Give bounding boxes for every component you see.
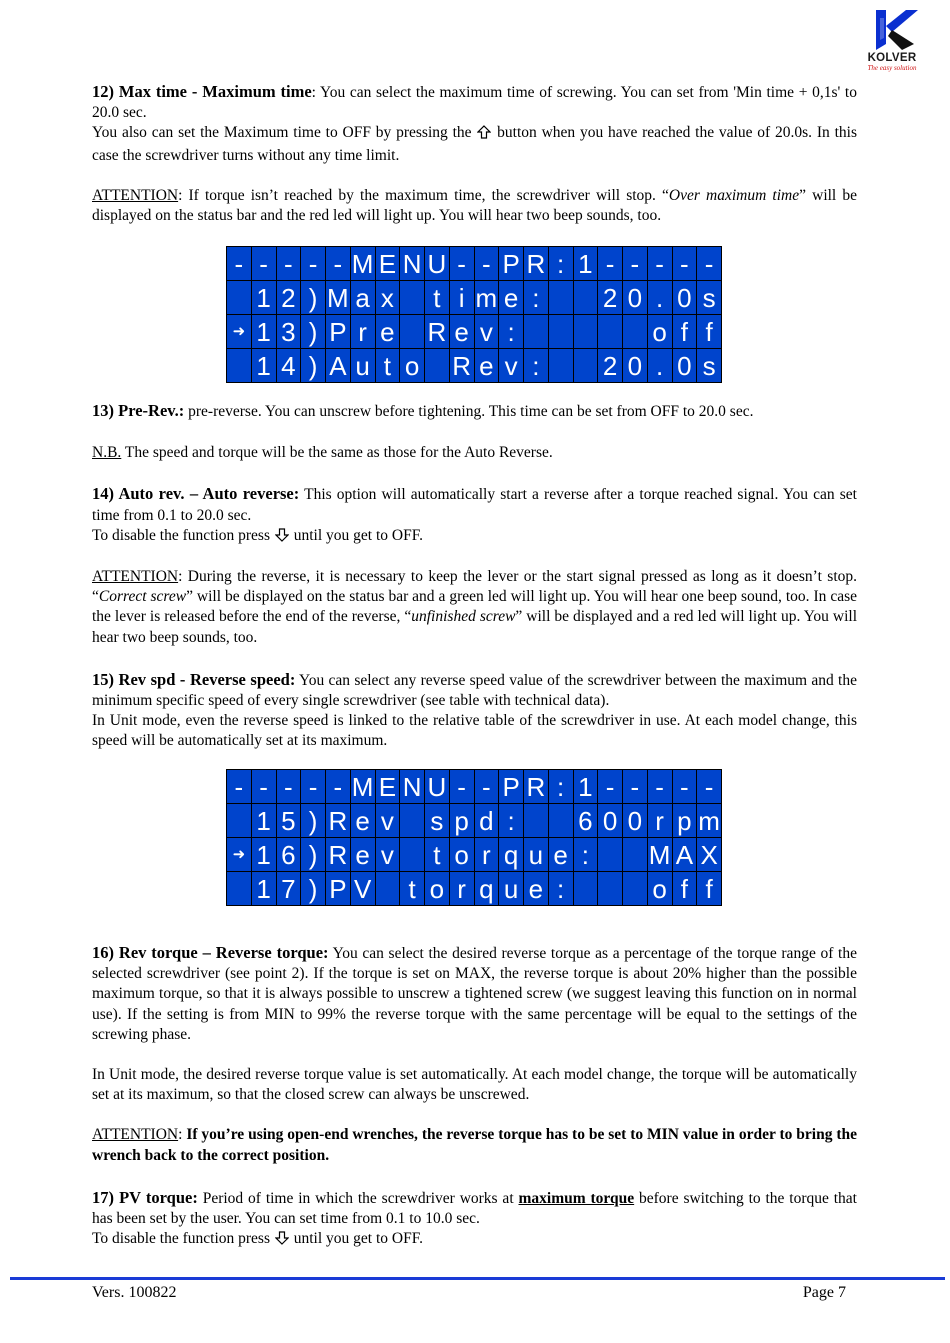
sec17-text1b: before switching to the torque that has been set by the user. You can set time from 0.1 to 10.0 sec. bbox=[92, 1189, 857, 1228]
lcd-char: - bbox=[648, 770, 672, 803]
lcd-char: V bbox=[351, 872, 375, 905]
sec15-para2: In Unit mode, even the reverse speed is linked to the relative table of the screwdriver in use. At each model change, this speed will be automatically set at its maximum. bbox=[92, 712, 857, 750]
lcd-char: a bbox=[351, 281, 375, 314]
lcd-char: t bbox=[425, 281, 449, 314]
sec14-text2b: until you get to OFF. bbox=[289, 526, 423, 544]
sec16-text1: You can select the desired reverse torque as a percentage of the torque range of the selected screwdriver (see point 2). If the torque is set on MAX, the reverse torque is about 20% higher than the possible maximum torque, so that it is always possible to unscrew a tightened screw (we suggest leaving this function on in normal use). If the setting is from MIN to 99% the reverse torque with the same percentage will be equal to the settings of the screwing phase. bbox=[92, 945, 857, 1043]
lcd-char: v bbox=[376, 838, 400, 871]
lcd-char: t bbox=[376, 349, 400, 382]
lcd-char: . bbox=[648, 349, 672, 382]
lcd-char: r bbox=[351, 315, 375, 348]
lcd-char: R bbox=[450, 349, 474, 382]
sec16-para2: In Unit mode, the desired reverse torque value is set automatically. At each model change, the torque will be automatically set at its maximum, so that the closed screw can always be unscrewed. bbox=[92, 1066, 857, 1104]
lcd-char: - bbox=[623, 247, 647, 280]
lcd-char: U bbox=[425, 247, 449, 280]
lcd-char: p bbox=[450, 804, 474, 837]
lcd-char: f bbox=[697, 872, 721, 905]
lcd-char: 6 bbox=[574, 804, 598, 837]
lcd-char: - bbox=[697, 770, 721, 803]
lcd-char: r bbox=[450, 872, 474, 905]
sec14-att-em2: unfinished screw bbox=[411, 608, 516, 626]
sec14-text1: This option will automatically start a reverse after a torque reached signal. You can set time from 0.1 to 20.0 sec. bbox=[92, 486, 857, 524]
sec12-text2b: button when you have reached the value of 20.0s. In this case the screwdriver turns without any time limit. bbox=[92, 124, 857, 164]
lcd-char: t bbox=[425, 838, 449, 871]
sec14-att-em1: Correct screw bbox=[98, 588, 187, 606]
lcd-char: M bbox=[351, 771, 374, 802]
lcd-char bbox=[574, 315, 598, 348]
lcd-char: v bbox=[499, 349, 523, 382]
lcd-char bbox=[598, 872, 622, 905]
lcd-char: R bbox=[425, 315, 449, 348]
lcd-char: 0 bbox=[623, 349, 647, 382]
sec12-text1: : You can select the maximum time of screwing. You can set from 'Min time + 0,1s' to 20.0 sec. bbox=[92, 84, 857, 122]
lcd-char: M bbox=[648, 839, 671, 870]
sec13-nb bbox=[92, 443, 857, 463]
sec16-para bbox=[92, 943, 857, 1045]
lcd-char: s bbox=[697, 349, 721, 382]
sec12-att-b: ” will be displayed on the status bar and the red led will light up. You will hear two beep sounds, too. bbox=[92, 186, 857, 225]
lcd-char: : bbox=[499, 804, 523, 837]
lcd-char: 1 bbox=[252, 281, 276, 314]
lcd-char: - bbox=[623, 770, 647, 803]
lcd-char: - bbox=[252, 770, 276, 803]
lcd-char: R bbox=[326, 804, 350, 837]
sec13-para bbox=[92, 401, 857, 422]
sec17-text1a: Period of time in which the screwdriver works at bbox=[197, 1189, 519, 1207]
lcd-char: R bbox=[524, 770, 548, 803]
sec17-head: 17) PV torque: bbox=[92, 1187, 198, 1207]
lcd-char: : bbox=[574, 838, 598, 871]
lcd-char: 0 bbox=[673, 349, 697, 382]
lcd-char: 0 bbox=[623, 281, 647, 314]
sec17-text2b: until you get to OFF. bbox=[289, 1230, 423, 1248]
sec17-para bbox=[92, 1188, 857, 1229]
lcd-char: v bbox=[475, 315, 499, 348]
kolver-logo bbox=[862, 8, 922, 72]
lcd-char: - bbox=[673, 247, 697, 280]
down-arrow-icon bbox=[275, 1231, 289, 1251]
lcd-char: - bbox=[673, 770, 697, 803]
lcd-char: ) bbox=[301, 838, 325, 871]
lcd-char: e bbox=[450, 315, 474, 348]
lcd-char: R bbox=[524, 247, 548, 280]
lcd-char bbox=[549, 281, 573, 314]
lcd-char: u bbox=[499, 872, 523, 905]
lcd-char: E bbox=[376, 247, 400, 280]
lcd-char: ) bbox=[301, 804, 325, 837]
lcd-char bbox=[549, 315, 573, 348]
lcd-char: 0 bbox=[623, 804, 647, 837]
lcd-char bbox=[227, 281, 251, 314]
sec12-name: Maximum time bbox=[202, 82, 312, 101]
up-arrow-icon bbox=[477, 125, 491, 145]
lcd-char: 4 bbox=[277, 349, 301, 382]
lcd-char: 2 bbox=[598, 281, 622, 314]
lcd-char: u bbox=[351, 349, 375, 382]
sec16-att-bold: If you’re using open-end wrenches, the reverse torque has to be set to MIN value in order to bring the wrench back to the correct position. bbox=[92, 1126, 858, 1164]
lcd-char: i bbox=[450, 281, 474, 314]
lcd-char: P bbox=[326, 872, 350, 905]
sec12-text2a: You also can set the Maximum time to OFF by pressing the bbox=[92, 124, 477, 142]
lcd-char: - bbox=[450, 247, 474, 280]
lcd-char: - bbox=[301, 247, 325, 280]
sec12-num: 12) Max time - bbox=[92, 82, 203, 101]
lcd-char: f bbox=[673, 872, 697, 905]
lcd-char: 1 bbox=[252, 872, 276, 905]
sec14-attention bbox=[92, 567, 857, 648]
lcd-char: : bbox=[524, 281, 548, 314]
logo-brand: KOLVER bbox=[867, 52, 917, 64]
lcd-char bbox=[549, 804, 573, 837]
lcd-char bbox=[400, 804, 424, 837]
lcd-char: M bbox=[327, 282, 349, 313]
lcd-char: f bbox=[697, 315, 721, 348]
lcd-char bbox=[574, 872, 598, 905]
attention-label: ATTENTION bbox=[92, 1126, 179, 1144]
lcd-char: 1 bbox=[252, 838, 276, 871]
sec14-att-a: : During the reverse, it is necessary to keep the lever or the start signal pressed as long as it doesn’t stop. “ bbox=[92, 568, 857, 606]
lcd-char: R bbox=[326, 838, 350, 871]
lcd-char: 1 bbox=[574, 247, 598, 280]
lcd-char: o bbox=[450, 838, 474, 871]
lcd-char: q bbox=[499, 838, 523, 871]
lcd-display-menu-2 bbox=[226, 769, 722, 906]
lcd-char: : bbox=[549, 247, 573, 280]
lcd-char bbox=[623, 315, 647, 348]
sec15-text1: You can select any reverse speed value of the screwdriver between the maximum and the minimum specific speed of every single screwdriver (see table with technical data). bbox=[92, 671, 857, 710]
lcd-char: ) bbox=[301, 315, 325, 348]
lcd-char: X bbox=[697, 838, 721, 871]
lcd-char: f bbox=[673, 315, 697, 348]
lcd-char: P bbox=[326, 315, 350, 348]
lcd-char: e bbox=[549, 838, 573, 871]
lcd-char: : bbox=[549, 770, 573, 803]
lcd-char: r bbox=[648, 804, 672, 837]
sec17-underlined: maximum torque bbox=[518, 1189, 635, 1207]
lcd-char: t bbox=[400, 872, 424, 905]
lcd-char: : bbox=[549, 872, 573, 905]
lcd-char: e bbox=[524, 872, 548, 905]
lcd-char: u bbox=[524, 838, 548, 871]
lcd-char: o bbox=[425, 872, 449, 905]
sec15-para bbox=[92, 670, 857, 711]
footer-page-number: Page 7 bbox=[802, 1284, 846, 1301]
lcd-char: e bbox=[376, 315, 400, 348]
lcd-char bbox=[227, 872, 251, 905]
lcd-char: o bbox=[648, 315, 672, 348]
lcd-char: - bbox=[648, 247, 672, 280]
lcd-char: U bbox=[425, 770, 449, 803]
lcd-char: v bbox=[376, 804, 400, 837]
lcd-char: 2 bbox=[277, 281, 301, 314]
lcd-char bbox=[376, 872, 400, 905]
lcd-char: e bbox=[475, 349, 499, 382]
lcd-char: - bbox=[326, 247, 350, 280]
lcd-char bbox=[623, 838, 647, 871]
sec14-att-b: ” will be displayed on the status bar and a green led will light up. You will hear one beep sound, too. In case the lever is released before the end of the reverse, “ bbox=[92, 588, 858, 626]
lcd-char: M bbox=[351, 248, 374, 279]
lcd-char: - bbox=[450, 770, 474, 803]
sec12-att-a: : If torque isn’t reached by the maximum time, the screwdriver will stop. “ bbox=[178, 186, 669, 204]
lcd-char: m bbox=[698, 805, 720, 836]
lcd-char: ) bbox=[301, 349, 325, 382]
lcd-display-menu-1 bbox=[226, 246, 722, 383]
lcd-char bbox=[574, 281, 598, 314]
attention-label: ATTENTION bbox=[92, 186, 179, 204]
sec14-head: 14) Auto rev. – Auto reverse: bbox=[92, 484, 300, 504]
lcd-char: A bbox=[326, 349, 350, 382]
attention-label: ATTENTION bbox=[92, 568, 179, 586]
lcd-cursor-arrow-icon: ➜ bbox=[227, 315, 251, 348]
sec17-para2 bbox=[92, 1229, 857, 1251]
lcd-char: : bbox=[499, 315, 523, 348]
lcd-char bbox=[400, 838, 424, 871]
lcd-char: ) bbox=[301, 872, 325, 905]
sec13-head: 13) Pre-Rev.: bbox=[92, 401, 185, 420]
lcd-char: - bbox=[277, 247, 301, 280]
lcd-char bbox=[524, 804, 548, 837]
lcd-char: - bbox=[475, 247, 499, 280]
lcd-char: o bbox=[648, 872, 672, 905]
sec12-para2 bbox=[92, 123, 857, 165]
sec15-head: 15) Rev spd - Reverse speed: bbox=[92, 669, 296, 689]
lcd-char: q bbox=[475, 872, 499, 905]
lcd-char bbox=[400, 281, 424, 314]
lcd-char: - bbox=[277, 770, 301, 803]
logo-tagline: The easy solution bbox=[867, 64, 917, 72]
lcd-char: 5 bbox=[277, 804, 301, 837]
sec12-att-em: Over maximum time bbox=[668, 186, 800, 204]
down-arrow-icon bbox=[275, 528, 289, 548]
lcd-char: E bbox=[376, 770, 400, 803]
sec13-text: pre-reverse. You can unscrew before tightening. This time can be set from OFF to 20.0 sec. bbox=[184, 403, 754, 420]
sec14-para2 bbox=[92, 526, 857, 548]
lcd-char: N bbox=[400, 770, 424, 803]
nb-label: N.B. bbox=[92, 444, 122, 462]
lcd-char bbox=[623, 872, 647, 905]
lcd-char bbox=[598, 838, 622, 871]
lcd-char: e bbox=[351, 838, 375, 871]
lcd-char: - bbox=[252, 247, 276, 280]
lcd-char bbox=[400, 315, 424, 348]
lcd-char: m bbox=[475, 282, 498, 313]
sec12-attention bbox=[92, 186, 857, 226]
lcd-char bbox=[227, 349, 251, 382]
lcd-char: 1 bbox=[252, 804, 276, 837]
lcd-char: - bbox=[227, 247, 251, 280]
lcd-char: - bbox=[475, 770, 499, 803]
lcd-char: - bbox=[598, 770, 622, 803]
footer-rule bbox=[10, 1277, 945, 1280]
section-13-15 bbox=[92, 401, 857, 752]
lcd-char: 0 bbox=[673, 281, 697, 314]
sec12-para bbox=[92, 82, 857, 123]
lcd-char: d bbox=[475, 804, 499, 837]
sec14-text2a: To disable the function press bbox=[92, 526, 274, 544]
lcd-char: e bbox=[351, 804, 375, 837]
lcd-char: e bbox=[499, 281, 523, 314]
lcd-char bbox=[598, 315, 622, 348]
lcd-char bbox=[574, 349, 598, 382]
lcd-char: 1 bbox=[252, 315, 276, 348]
lcd-char: 2 bbox=[598, 349, 622, 382]
sec17-text2a: To disable the function press bbox=[92, 1230, 274, 1248]
lcd-char: - bbox=[301, 770, 325, 803]
lcd-char: ) bbox=[301, 281, 325, 314]
lcd-char: P bbox=[499, 247, 523, 280]
lcd-char: 6 bbox=[277, 838, 301, 871]
lcd-char: - bbox=[598, 247, 622, 280]
section-12 bbox=[92, 82, 857, 226]
lcd-char bbox=[549, 349, 573, 382]
sec14-para bbox=[92, 484, 857, 525]
lcd-char: 0 bbox=[598, 804, 622, 837]
sec13-nb-text: The speed and torque will be the same as those for the Auto Reverse. bbox=[121, 444, 553, 462]
section-16-17 bbox=[92, 943, 857, 1251]
lcd-char: N bbox=[400, 247, 424, 280]
lcd-char: s bbox=[425, 804, 449, 837]
lcd-char: A bbox=[673, 838, 697, 871]
lcd-char: : bbox=[524, 349, 548, 382]
lcd-char bbox=[227, 804, 251, 837]
sec14-att-c: ” will be displayed and a red led will light up. You will hear two beep sounds, too. bbox=[92, 608, 857, 646]
kolver-logo-mark bbox=[862, 8, 922, 52]
footer-version: Vers. 100822 bbox=[92, 1284, 177, 1301]
lcd-char: s bbox=[697, 281, 721, 314]
lcd-char: 7 bbox=[277, 872, 301, 905]
sec16-head: 16) Rev torque – Reverse torque: bbox=[92, 943, 329, 962]
sec16-attention bbox=[92, 1125, 857, 1165]
sec16-att-sep: : bbox=[178, 1126, 187, 1144]
lcd-char: x bbox=[376, 281, 400, 314]
lcd-char: p bbox=[673, 804, 697, 837]
lcd-char: 1 bbox=[252, 349, 276, 382]
lcd-char: 1 bbox=[574, 770, 598, 803]
lcd-char: r bbox=[475, 838, 499, 871]
lcd-char: 3 bbox=[277, 315, 301, 348]
lcd-char: . bbox=[648, 281, 672, 314]
lcd-char bbox=[425, 349, 449, 382]
lcd-char: - bbox=[326, 770, 350, 803]
lcd-cursor-arrow-icon: ➜ bbox=[227, 838, 251, 871]
lcd-char bbox=[524, 315, 548, 348]
lcd-char: - bbox=[227, 770, 251, 803]
lcd-char: - bbox=[697, 247, 721, 280]
lcd-char: P bbox=[499, 770, 523, 803]
lcd-char: o bbox=[400, 349, 424, 382]
